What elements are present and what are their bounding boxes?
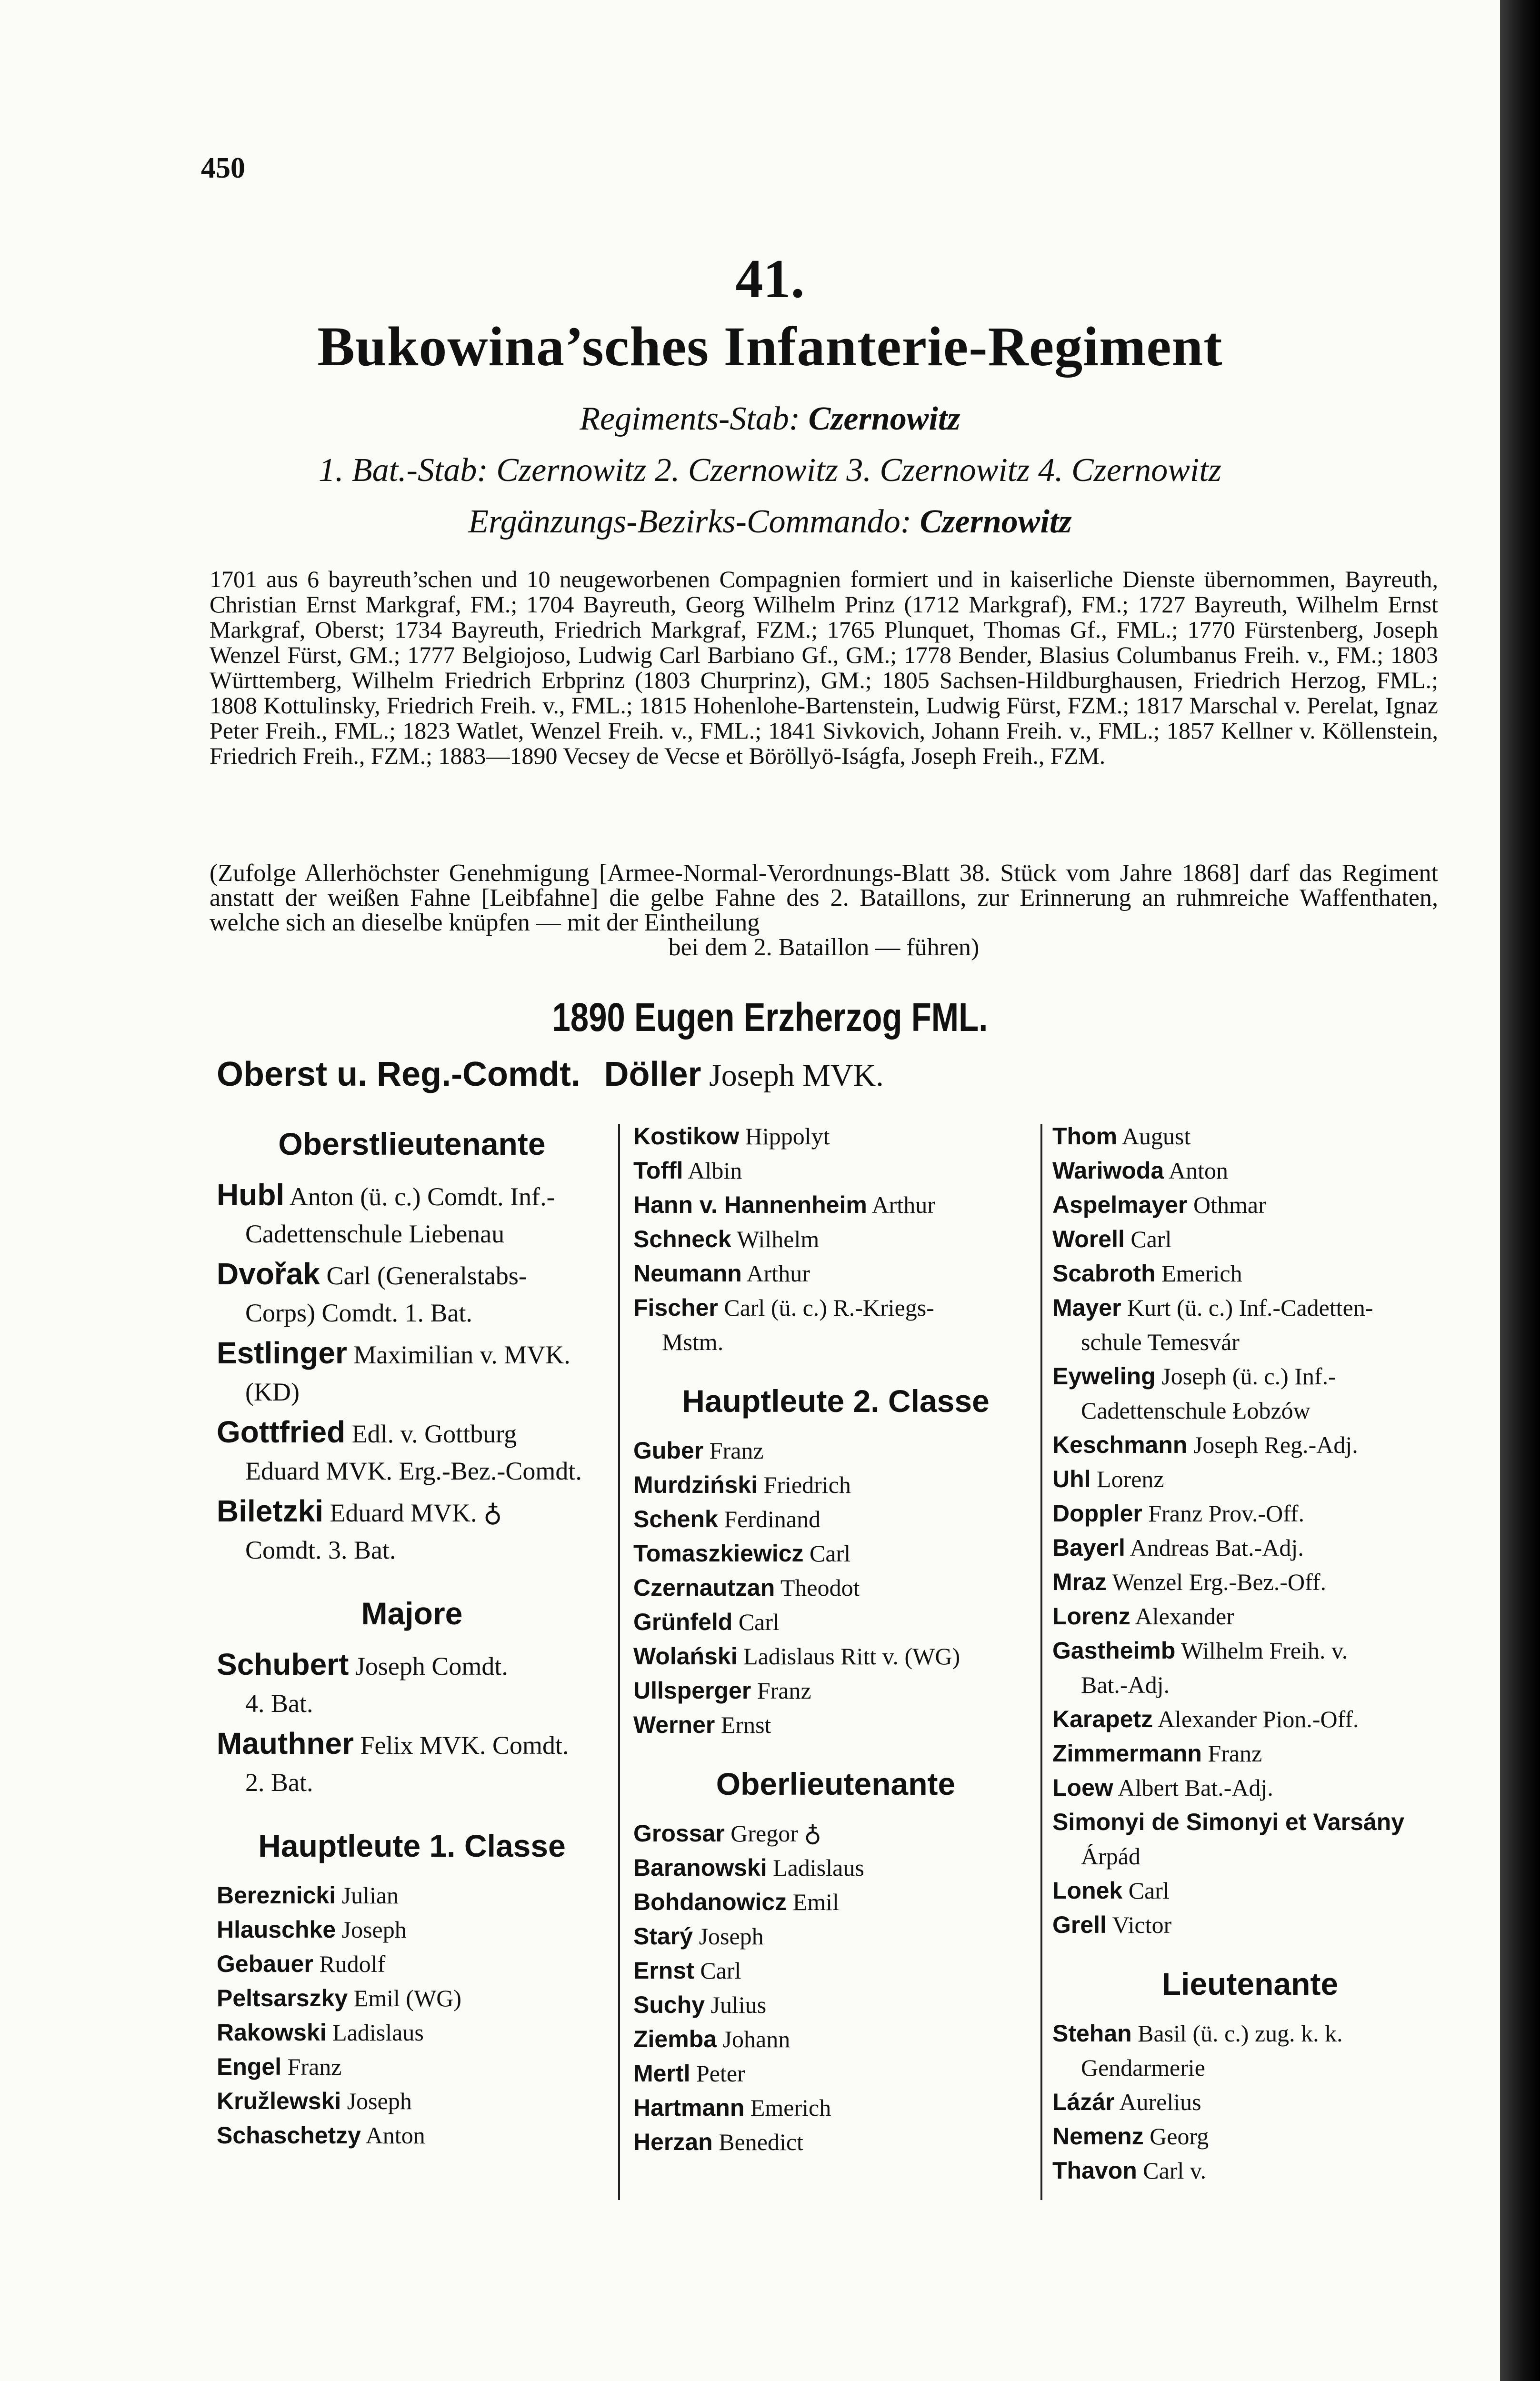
officer-details: Arthur	[746, 1260, 810, 1287]
officer-entry	[1052, 1119, 1448, 1153]
officer-details: Othmar	[1193, 1191, 1266, 1218]
officer-details: Emil	[792, 1889, 839, 1915]
officer-entry	[1052, 1599, 1448, 1633]
heading-oberstlieutenante: Oberstlieutenante	[278, 1126, 546, 1161]
officer-surname: Hann v. Hannenheim	[633, 1191, 867, 1218]
officer-details-cont: (KD)	[245, 1378, 300, 1406]
officer-surname: Loew	[1052, 1774, 1113, 1801]
officer-details: Theodot	[780, 1574, 860, 1601]
officer-details: Carl	[1128, 1877, 1170, 1904]
oberst-label: Oberst u. Reg.-Comdt.	[217, 1055, 581, 1093]
officer-surname: Stehan	[1052, 2020, 1132, 2047]
officer-entry	[1052, 1222, 1448, 1256]
officer-details: Georg	[1150, 2123, 1209, 2150]
officer-details: Hippolyt	[745, 1123, 830, 1150]
officer-details: Joseph	[341, 1916, 407, 1943]
officer-details: Lorenz	[1097, 1466, 1164, 1492]
officer-details: Carl v.	[1143, 2157, 1207, 2184]
officer-entry	[217, 1947, 607, 1981]
column-divider-1	[618, 1124, 620, 2200]
officer-entry	[633, 1639, 1038, 1673]
officer-details: Ernst	[720, 1711, 771, 1738]
officer-surname: Ullsperger	[633, 1677, 751, 1704]
officer-entry	[217, 1981, 607, 2015]
officer-details-cont: 4. Bat.	[245, 1689, 313, 1718]
regiments-stab	[0, 400, 1540, 438]
heading-lieutenante: Lieutenante	[1161, 1966, 1339, 2001]
officer-surname: Keschmann	[1052, 1431, 1188, 1458]
officer-entry	[1052, 1873, 1448, 1908]
officer-details-cont: Eduard MVK. Erg.-Bez.-Comdt.	[245, 1457, 582, 1485]
officer-details: Benedict	[719, 2129, 803, 2155]
officer-surname: Grünfeld	[633, 1609, 733, 1635]
officer-entry	[633, 1536, 1038, 1571]
regiment-proprietor: 1890 Eugen Erzherzog FML.	[552, 995, 988, 1040]
list-oberlieutenante-continued	[1052, 1119, 1448, 1942]
officer-surname: Kostikow	[633, 1123, 740, 1150]
flag-note	[210, 861, 1438, 960]
officer-surname: Eyweling	[1052, 1363, 1156, 1390]
heading-oberlieutenante: Oberlieutenante	[716, 1766, 956, 1801]
officer-entry	[1052, 2119, 1448, 2153]
officer-details: Andreas Bat.-Adj.	[1130, 1534, 1304, 1561]
heading-hauptleute-2: Hauptleute 2. Classe	[682, 1383, 990, 1419]
officer-surname: Estlinger	[217, 1336, 347, 1370]
officer-surname: Schenk	[633, 1506, 718, 1532]
list-majore	[217, 1646, 607, 1801]
column-divider-2	[1040, 1124, 1042, 2200]
officer-entry	[1052, 1153, 1448, 1188]
officer-details: Ladislaus	[332, 2019, 424, 2046]
officer-entry	[1052, 1771, 1448, 1805]
officer-entry	[1052, 1702, 1448, 1736]
officer-details: Wenzel Erg.-Bez.-Off.	[1112, 1569, 1327, 1595]
officer-entry	[633, 1816, 1038, 1851]
officer-surname: Peltsarszky	[217, 1985, 348, 2011]
officer-surname: Gastheimb	[1052, 1637, 1176, 1664]
officer-surname: Doppler	[1052, 1500, 1142, 1527]
officer-entry	[633, 1571, 1038, 1605]
officer-entry	[217, 1255, 607, 1331]
officer-entry	[217, 2084, 607, 2118]
officer-surname: Grossar	[633, 1820, 725, 1847]
regiment-name: Bukowina’sches Infanterie-Regiment	[317, 315, 1223, 378]
ergaenzung-commando	[0, 503, 1540, 541]
officer-entry	[1052, 1462, 1448, 1496]
officer-entry	[633, 1885, 1038, 1919]
list-hauptleute-1-continued	[633, 1119, 1038, 1359]
officer-surname: Nemenz	[1052, 2123, 1144, 2150]
officer-entry	[217, 1413, 607, 1490]
officer-surname: Gebauer	[217, 1951, 313, 1977]
officer-entry	[1052, 1908, 1448, 1942]
officer-surname: Mertl	[633, 2060, 690, 2087]
officer-details: Arthur	[871, 1191, 935, 1218]
officer-surname: Mraz	[1052, 1569, 1107, 1595]
officer-details: Anton	[1169, 1157, 1229, 1184]
heading-majore: Majore	[361, 1596, 463, 1631]
officer-details: Victor	[1112, 1911, 1172, 1938]
officer-entry	[217, 1878, 607, 1912]
officer-surname: Hubl	[217, 1178, 285, 1212]
officer-surname: Biletzki	[217, 1494, 324, 1528]
officer-entry	[217, 2050, 607, 2084]
officer-entry	[217, 1912, 607, 1947]
officer-entry	[633, 1953, 1038, 1988]
officer-entry	[633, 1256, 1038, 1291]
officer-surname: Thom	[1052, 1123, 1118, 1150]
officer-entry	[1052, 1565, 1448, 1599]
officer-details: Emerich	[750, 2094, 831, 2121]
officer-surname: Toffl	[633, 1157, 683, 1184]
officer-entry	[1052, 1256, 1448, 1291]
officer-entry	[633, 2091, 1038, 2125]
list-oberstlieutenante	[217, 1176, 607, 1569]
officer-entry	[1052, 2153, 1448, 2188]
officer-entry	[1052, 1805, 1448, 1873]
officer-surname: Lorenz	[1052, 1603, 1130, 1630]
officer-surname: Dvořak	[217, 1257, 320, 1291]
flag-note-text: (Zufolge Allerhöchster Genehmigung [Armee-Normal-Verordnungs-Blatt 38. Stück vom Jahre 1868] darf das Regiment anstatt der weißen Fahne [Leibfahne] die gelbe Fahne des 2. Bataillons, zur Erinnerung an ruhmreiche Waffenthaten, welche sich an dieselbe knüpfen — mit der Eintheilung	[210, 860, 1438, 936]
officer-details-cont: Gendarmerie	[1081, 2054, 1205, 2081]
officer-details: Maximilian v. MVK.	[353, 1341, 570, 1369]
officer-entry	[633, 2125, 1038, 2159]
officer-surname: Bohdanowicz	[633, 1889, 787, 1915]
officer-details-cont: Árpád	[1081, 1843, 1140, 1870]
officer-details: Carl (Generalstabs-	[326, 1261, 527, 1290]
officer-entry	[633, 2022, 1038, 2056]
officer-details: August	[1121, 1123, 1191, 1150]
ergaenzung-label: Ergänzungs-Bezirks-Commando:	[468, 503, 912, 540]
oberst-surname: Döller	[604, 1055, 701, 1093]
officer-entry	[633, 1188, 1038, 1222]
officer-details: Joseph (ü. c.) Inf.-	[1161, 1363, 1336, 1390]
officer-details: Franz	[709, 1437, 764, 1464]
officer-surname: Ernst	[633, 1957, 694, 1984]
officer-details: Friedrich	[763, 1471, 851, 1498]
officer-entry	[1052, 1428, 1448, 1462]
officer-entry	[217, 1646, 607, 1722]
officer-entry	[633, 2056, 1038, 2091]
officer-surname: Lonek	[1052, 1877, 1123, 1904]
list-hauptleute-2	[633, 1433, 1038, 1742]
officer-entry	[217, 1492, 607, 1569]
regiments-stab-place: Czernowitz	[808, 400, 960, 437]
officer-details: Joseph	[347, 2088, 412, 2114]
officer-entry	[633, 1222, 1038, 1256]
officer-surname: Mauthner	[217, 1726, 354, 1761]
officer-surname: Hlauschke	[217, 1916, 336, 1943]
officer-details: Gregor ♁	[730, 1820, 821, 1847]
officer-surname: Tomaszkiewicz	[633, 1540, 804, 1567]
officer-details: Johann	[722, 2026, 790, 2052]
officer-surname: Schaschetzy	[217, 2122, 361, 2149]
officer-details: Kurt (ü. c.) Inf.-Cadetten-	[1127, 1294, 1373, 1321]
officer-entry	[633, 1291, 1038, 1359]
battalion-staffs: 1. Bat.-Stab: Czernowitz 2. Czernowitz 3. Czernowitz 4. Czernowitz	[318, 452, 1222, 489]
officer-surname: Grell	[1052, 1911, 1107, 1938]
officer-entry	[633, 1919, 1038, 1953]
flag-note-last-line: bei dem 2. Bataillon — führen)	[668, 934, 980, 961]
officer-details-cont: Bat.-Adj.	[1081, 1671, 1170, 1698]
officer-details: Anton	[365, 2122, 425, 2149]
officer-entry	[633, 1119, 1038, 1153]
regiment-history: 1701 aus 6 bayreuth’schen und 10 neugeworbenen Compagnien formiert und in kaiserliche Dienste übernommen, Bayreuth, Christian Ernst Markgraf, FM.; 1704 Bayreuth, Georg Wilhelm Prinz (1712 Markgraf), FM.; 1727 Bayreuth, Wilhelm Ernst Markgraf, Oberst; 1734 Bayreuth, Friedrich Markgraf, FZM.; 1765 Plunquet, Thomas Gf., FML.; 1770 Fürstenberg, Joseph Wenzel Fürst, GM.; 1777 Belgiojoso, Ludwig Carl Barbiano Gf., GM.; 1778 Bender, Blasius Columbanus Freih. v., FM.; 1803 Württemberg, Wilhelm Friedrich Erbprinz (1803 Churprinz), GM.; 1805 Sachsen-Hildburghausen, Friedrich Herzog, FML.; 1808 Kottulinsky, Friedrich Freih. v., FML.; 1815 Hohenlohe-Bartenstein, Ludwig Fürst, FZM.; 1817 Marschal v. Perelat, Ignaz Peter Freih., FML.; 1823 Watlet, Wenzel Freih. v., FML.; 1841 Sivkovich, Johann Freih. v., FML.; 1857 Kellner v. Köllenstein, Friedrich Freih., FZM.; 1883—1890 Vecsey de Vecse et Böröllyö-Iságfa, Joseph Freih., FZM.	[210, 566, 1438, 769]
officer-surname: Gottfried	[217, 1415, 346, 1449]
officer-details: Rudolf	[319, 1951, 386, 1977]
officer-entry	[633, 1433, 1038, 1468]
officer-surname: Hartmann	[633, 2094, 745, 2121]
officer-surname: Engel	[217, 2053, 282, 2080]
officer-details: Albin	[688, 1157, 742, 1184]
officer-entry	[633, 1468, 1038, 1502]
officer-details: Ladislaus	[773, 1854, 864, 1881]
officer-entry	[217, 2118, 607, 2152]
officer-entry	[217, 1176, 607, 1252]
officer-details: Franz	[287, 2053, 342, 2080]
officer-details: Carl	[700, 1957, 741, 1984]
officer-surname: Wariwoda	[1052, 1157, 1164, 1184]
officer-details: Peter	[696, 2060, 745, 2087]
officer-entry	[217, 1725, 607, 1801]
officer-surname: Neumann	[633, 1260, 742, 1287]
officer-entry	[217, 1334, 607, 1411]
officer-surname: Werner	[633, 1711, 715, 1738]
officer-entry	[633, 1605, 1038, 1639]
officer-details: Felix MVK. Comdt.	[360, 1731, 569, 1760]
officer-entry	[1052, 1496, 1448, 1531]
officer-details: Albert Bat.-Adj.	[1118, 1774, 1273, 1801]
officer-details: Eduard MVK. ♁	[330, 1499, 502, 1527]
officer-details: Carl	[738, 1609, 780, 1635]
oberst-rest: Joseph MVK.	[709, 1058, 884, 1093]
officer-details: Wilhelm Freih. v.	[1181, 1637, 1348, 1664]
officer-surname: Scabroth	[1052, 1260, 1156, 1287]
officer-surname: Baranowski	[633, 1854, 767, 1881]
officer-entry	[217, 2015, 607, 2050]
column-1	[217, 1119, 607, 2152]
heading-hauptleute-1: Hauptleute 1. Classe	[258, 1828, 566, 1863]
officer-details: Anton (ü. c.) Comdt. Inf.-	[289, 1182, 555, 1211]
officer-entry	[633, 1708, 1038, 1742]
officer-details: Alexander Pion.-Off.	[1157, 1706, 1359, 1732]
officer-entry	[1052, 2085, 1448, 2119]
officer-surname: Rakowski	[217, 2019, 327, 2046]
officer-details: Emerich	[1161, 1260, 1242, 1287]
officer-surname: Lázár	[1052, 2089, 1115, 2115]
officer-surname: Bayerl	[1052, 1534, 1125, 1561]
officer-entry	[1052, 1188, 1448, 1222]
officer-surname: Worell	[1052, 1226, 1125, 1252]
officer-surname: Guber	[633, 1437, 704, 1464]
oberst-line	[217, 1055, 884, 1094]
officer-surname: Ziemba	[633, 2026, 717, 2052]
officer-surname: Karapetz	[1052, 1706, 1153, 1732]
officer-entry	[633, 1673, 1038, 1708]
officer-details: Ladislaus Ritt v. (WG)	[743, 1643, 960, 1670]
officer-entry	[633, 1988, 1038, 2022]
officer-details: Wilhelm	[737, 1226, 820, 1252]
officer-surname: Suchy	[633, 1991, 705, 2018]
officer-surname: Starý	[633, 1923, 693, 1950]
officer-surname: Kružlewski	[217, 2088, 341, 2114]
officer-entry	[633, 1851, 1038, 1885]
officer-surname: Aspelmayer	[1052, 1191, 1188, 1218]
officer-details: Carl	[810, 1540, 851, 1567]
officer-entry	[1052, 2016, 1448, 2085]
officer-details: Aurelius	[1119, 2089, 1201, 2115]
scan-edge	[1500, 0, 1540, 2381]
officer-surname: Fischer	[633, 1294, 718, 1321]
list-lieutenante	[1052, 2016, 1448, 2188]
officer-surname: Zimmermann	[1052, 1740, 1202, 1767]
officer-details-cont: Corps) Comdt. 1. Bat.	[245, 1299, 473, 1327]
officer-details: Carl (ü. c.) R.-Kriegs-	[724, 1294, 934, 1321]
column-2	[633, 1119, 1038, 2159]
officer-details: Emil (WG)	[353, 1985, 462, 2011]
regiments-stab-label: Regiments-Stab:	[580, 400, 800, 437]
officer-details-cont: 2. Bat.	[245, 1768, 313, 1797]
officer-entry	[1052, 1291, 1448, 1359]
officer-surname: Mayer	[1052, 1294, 1121, 1321]
officer-surname: Schubert	[217, 1647, 349, 1681]
officer-details: Joseph Comdt.	[355, 1652, 508, 1681]
column-3	[1052, 1119, 1448, 2188]
officer-surname: Bereznicki	[217, 1882, 336, 1909]
officer-surname: Czernautzan	[633, 1574, 775, 1601]
officer-details: Joseph	[699, 1923, 764, 1950]
list-oberlieutenante	[633, 1816, 1038, 2159]
officer-details: Franz	[1208, 1740, 1262, 1767]
officer-surname: Thavon	[1052, 2157, 1137, 2184]
officer-surname: Uhl	[1052, 1466, 1091, 1492]
officer-details: Joseph Reg.-Adj.	[1193, 1431, 1358, 1458]
ergaenzung-place: Czernowitz	[920, 503, 1072, 540]
officer-entry	[633, 1153, 1038, 1188]
officer-entry	[633, 1502, 1038, 1536]
list-hauptleute-1	[217, 1878, 607, 2152]
officer-details: Julian	[341, 1882, 399, 1909]
officer-surname: Simonyi de Simonyi et Varsány	[1052, 1809, 1405, 1835]
regiment-number: 41.	[735, 249, 805, 310]
officer-details-cont: schule Temesvár	[1081, 1329, 1240, 1355]
officer-details: Franz	[757, 1677, 811, 1704]
officer-entry	[1052, 1531, 1448, 1565]
officer-surname: Schneck	[633, 1226, 731, 1252]
officer-details: Alexander	[1135, 1603, 1234, 1630]
officer-surname: Wolański	[633, 1643, 738, 1670]
officer-surname: Murdziński	[633, 1471, 758, 1498]
officer-details: Franz Prov.-Off.	[1148, 1500, 1305, 1527]
officer-entry	[1052, 1359, 1448, 1428]
officer-surname: Herzan	[633, 2129, 713, 2155]
officer-details-cont: Cadettenschule Liebenau	[245, 1220, 505, 1248]
officer-entry	[1052, 1633, 1448, 1702]
officer-entry	[1052, 1736, 1448, 1771]
officer-details-cont: Cadettenschule Łobzów	[1081, 1397, 1310, 1424]
officer-details-cont: Mstm.	[662, 1329, 724, 1355]
officer-details: Basil (ü. c.) zug. k. k.	[1138, 2020, 1343, 2047]
officer-details-cont: Comdt. 3. Bat.	[245, 1536, 396, 1564]
officer-details: Edl. v. Gottburg	[351, 1420, 517, 1448]
officer-details: Carl	[1130, 1226, 1172, 1252]
officer-details: Ferdinand	[724, 1506, 821, 1532]
officer-details: Julius	[710, 1991, 767, 2018]
page-number: 450	[201, 152, 245, 184]
